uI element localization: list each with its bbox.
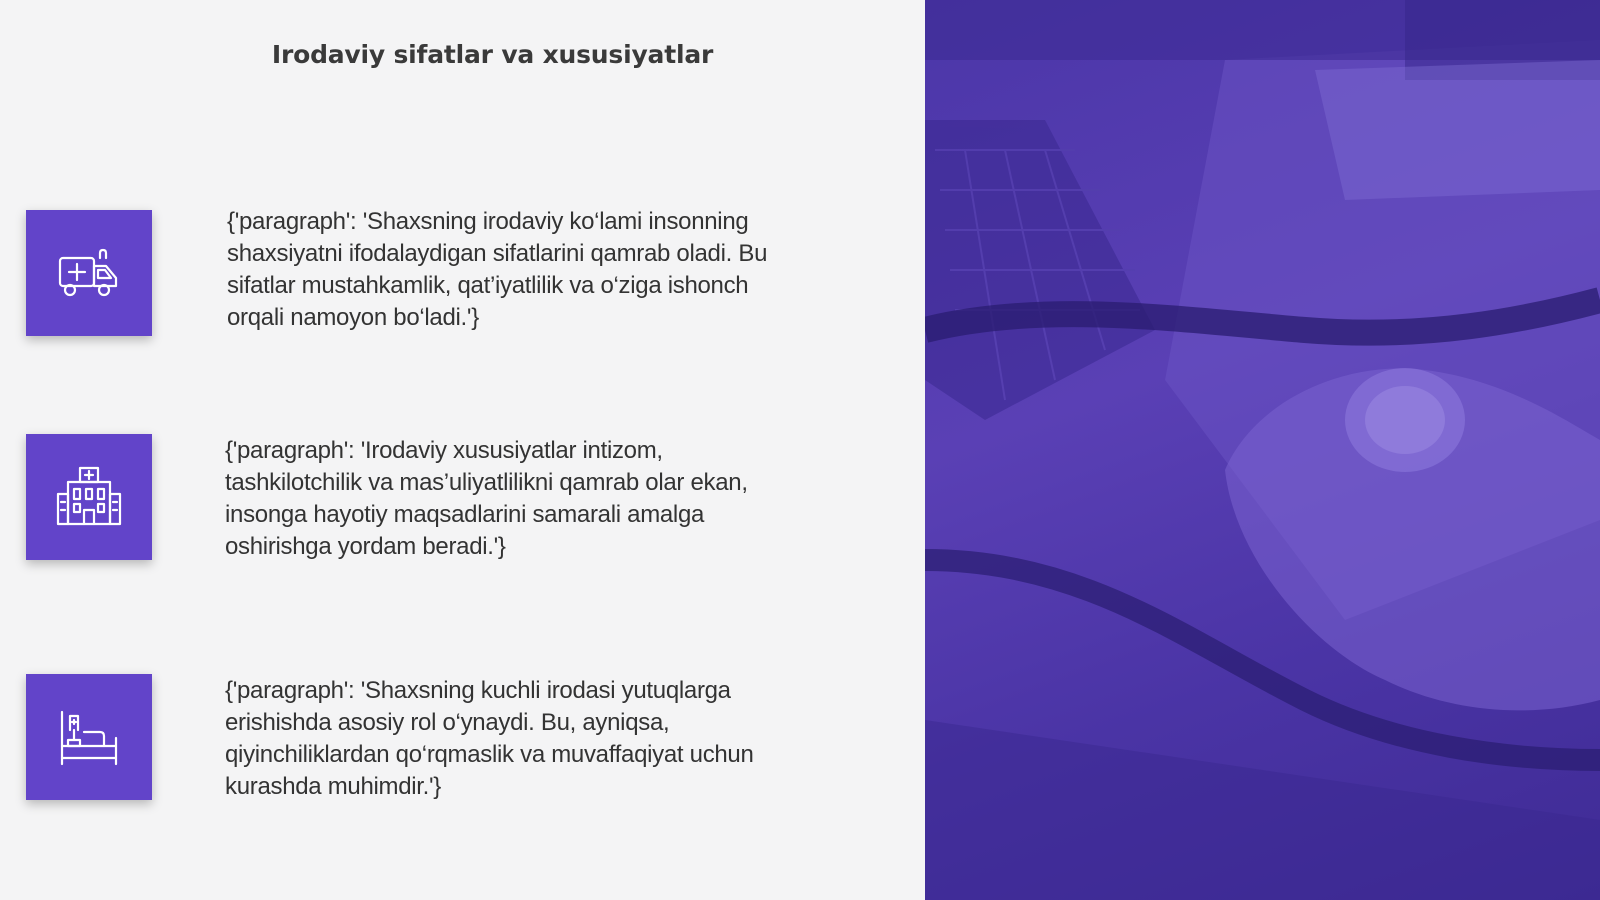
hospital-bed-icon <box>54 702 124 772</box>
paragraph-1: {'paragraph': 'Shaxsning irodaviy ko‘lami insonning shaxsiyatni ifodalaydigan sifatlarini qamrab oladi. Bu sifatlar mustahkamlik, qat’iyatlilik va o‘ziga ishonch orqali namoyon bo‘ladi.'} <box>227 208 768 331</box>
hospital-icon <box>54 462 124 532</box>
photo-illustration <box>925 0 1600 900</box>
paragraph-3: {'paragraph': 'Shaxsning kuchli irodasi yutuqlarga erishishda asosiy rol o‘ynaydi. Bu, ayniqsa, qiyinchiliklardan qo‘rqmaslik va muvaffaqiyat uchun kurashda muhimdir.'} <box>225 677 754 800</box>
hospital-icon-tile <box>26 434 152 560</box>
ambulance-icon-tile <box>26 210 152 336</box>
stethoscope-photo <box>925 0 1600 900</box>
ambulance-icon <box>54 238 124 308</box>
paragraph-2: {'paragraph': 'Irodaviy xususiyatlar intizom, tashkilotchilik va mas’uliyatlilikni qamrab olar ekan, insonga hayotiy maqsadlarini samarali amalga oshirishga yordam beradi.'} <box>225 437 748 560</box>
slide-title: Irodaviy sifatlar va xususiyatlar <box>271 40 714 69</box>
hospital-bed-icon-tile <box>26 674 152 800</box>
